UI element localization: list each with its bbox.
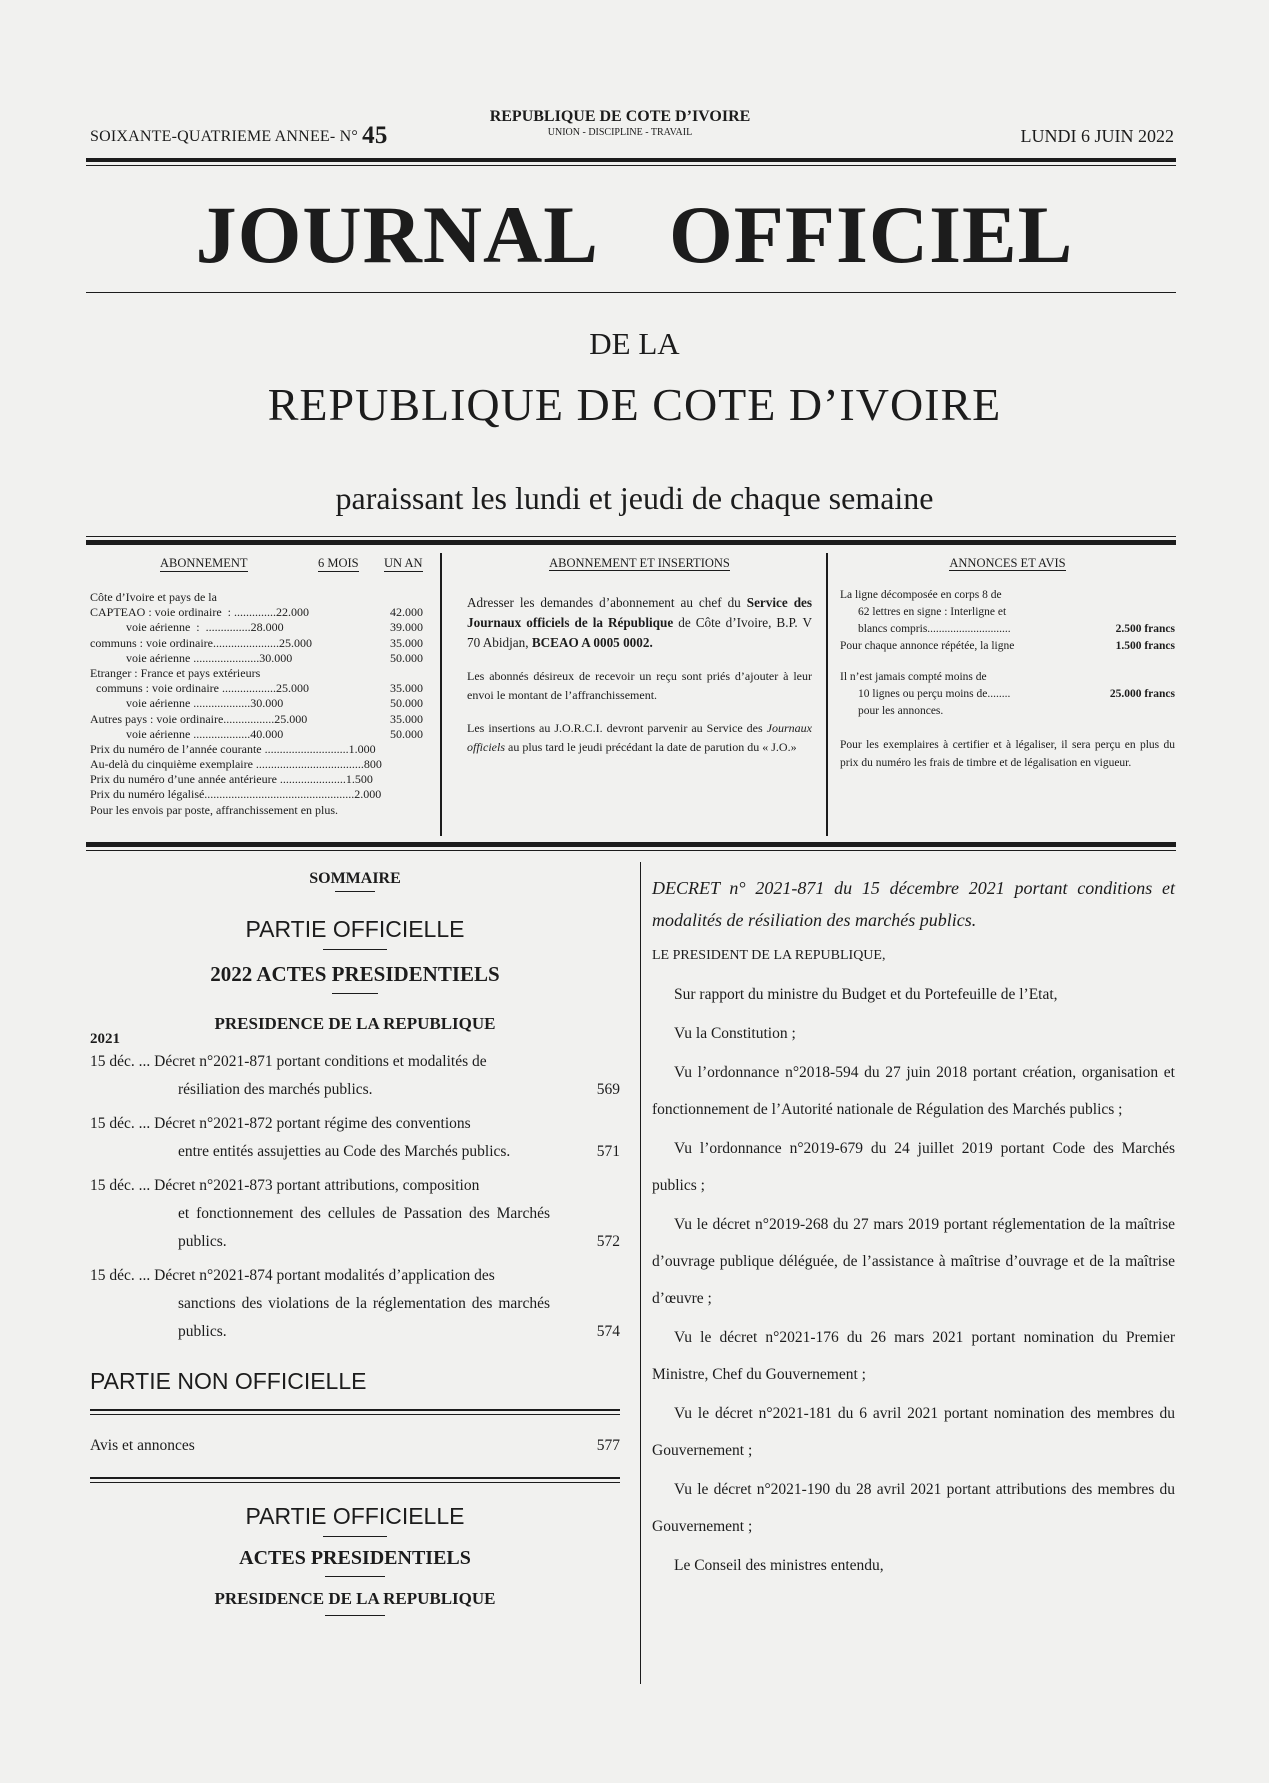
insertions-title: ABONNEMENT ET INSERTIONS <box>549 556 730 570</box>
abonnement-row-un-an: 35.000 <box>390 681 423 696</box>
abonnement-row-label: CAPTEAO : voie ordinaire : ..............22.000 <box>90 605 309 620</box>
info-rule-thick <box>86 540 1176 545</box>
abonnement-row <box>90 803 435 818</box>
presidence-heading: PRESIDENCE DE LA REPUBLIQUE <box>214 1014 496 1033</box>
abonnement-row <box>90 787 435 802</box>
insertions-address-line3: de Côte d’Ivoire, B.P. V 70 Abidjan, <box>467 615 812 650</box>
abonnement-row <box>90 772 435 787</box>
issue-number-line <box>90 122 388 150</box>
toc-entry[interactable] <box>90 1048 620 1104</box>
annonces-line4 <box>840 638 1175 655</box>
abonnement-row-un-an: 50.000 <box>390 650 423 665</box>
insertions-deadline-b: au plus tard le jeudi précédant la date de parution du « J.O.» <box>508 740 797 754</box>
annonces-line6 <box>840 686 1175 703</box>
annonces-price-2: 1.500 francs <box>1115 640 1175 652</box>
toc-avis-entry[interactable] <box>90 1437 620 1459</box>
toc-entry[interactable] <box>90 1110 620 1166</box>
abonnement-row-un-an: 50.000 <box>390 696 423 711</box>
annonces-price-1: 2.500 francs <box>1115 623 1175 635</box>
annonces-line7: pour les annonces. <box>858 705 944 717</box>
header-rule-thick <box>86 158 1176 162</box>
annonces-legalisation: Pour les exemplaires à certifier et à légaliser, il sera perçu en plus du prix du numéro les frais de timbre et de légalisation en vigueur. <box>840 739 1175 769</box>
toc-entry-page: 572 <box>596 1233 620 1250</box>
abonnement-title: ABONNEMENT <box>160 556 248 570</box>
presidence-heading-2: PRESIDENCE DE LA REPUBLIQUE <box>214 1589 496 1608</box>
republic-motto: UNION - DISCIPLINE - TRAVAIL <box>547 127 693 138</box>
insertions-deadline-italic: Journaux officiels <box>467 721 812 754</box>
annonces-line4-text: Pour chaque annonce répétée, la ligne <box>840 640 1015 652</box>
toc-entry-continuation: et fonctionnement des cellules de Passation des Marchés publics. <box>178 1205 550 1250</box>
abonnement-row <box>90 620 435 635</box>
abonnement-row <box>90 681 435 696</box>
actes-heading-2: ACTES PRESIDENTIELS <box>239 1547 471 1569</box>
republic-title: REPUBLIQUE DE COTE D’IVOIRE <box>267 379 1002 430</box>
republic-name: REPUBLIQUE DE COTE D’IVOIRE <box>489 108 751 125</box>
abonnement-row-label: voie aérienne ...................30.000 <box>90 696 284 711</box>
abonnement-row-un-an: 35.000 <box>390 711 423 726</box>
decret-president: LE PRESIDENT DE LA REPUBLIQUE, <box>652 948 886 963</box>
abonnement-row-un-an: 35.000 <box>390 635 423 650</box>
decret-body <box>652 976 1175 1584</box>
toc-entry[interactable] <box>90 1262 620 1346</box>
abonnement-row <box>90 666 435 681</box>
abonnement-row <box>90 757 435 772</box>
insertions-deadline-a: Les insertions au J.O.R.C.I. devront parvenir au Service des <box>467 721 763 735</box>
annonces-line2: 62 lettres en signe : Interligne et <box>858 606 1007 618</box>
abonnement-row-label: Prix du numéro légalisé..................................................2.000 <box>90 787 382 802</box>
abonnement-row <box>90 590 435 605</box>
abonnement-table <box>90 590 435 818</box>
abonnement-row-label: Autres pays : voie ordinaire.................25.000 <box>90 711 308 726</box>
decret-column <box>652 872 1175 1586</box>
abonnement-row-label: communs : voie ordinaire......................25.000 <box>90 635 312 650</box>
decret-paragraph: Vu le décret n°2019-268 du 27 mars 2019 portant réglementation de la maîtrise d’ouvrage publique déléguée, de l’assistance à maîtrise d’ouvrage et de la maîtrise d’œuvre ; <box>652 1216 1175 1307</box>
toc-entry-lead: 15 déc. ... Décret n°2021-874 portant modalités d’application des <box>90 1267 495 1284</box>
abonnement-row <box>90 636 435 651</box>
actes-heading: 2022 ACTES PRESIDENTIELS <box>210 962 500 986</box>
insertions-address <box>467 593 812 653</box>
abonnement-row-label: voie aérienne ...................40.000 <box>90 726 284 741</box>
sommaire-rule-thin <box>86 850 1176 851</box>
annonces-title: ANNONCES ET AVIS <box>949 556 1066 570</box>
abonnement-row-label: communs : voie ordinaire ..................25.000 <box>90 681 309 696</box>
toc-list <box>90 1048 620 1346</box>
abonnement-row <box>90 651 435 666</box>
abonnement-row-label: Côte d’Ivoire et pays de la <box>90 590 217 604</box>
abonnement-row <box>90 605 435 620</box>
annonces-line5: Il n’est jamais compté moins de <box>840 671 987 683</box>
abonnement-row <box>90 712 435 727</box>
abonnement-box <box>90 556 435 818</box>
insertions-receipt: Les abonnés désireux de recevoir un reçu sont priés d’ajouter à leur envoi le montant de l’affranchissement. <box>467 669 812 702</box>
masthead-rule-thin <box>86 292 1176 293</box>
journal-title <box>0 188 1269 282</box>
toc-entry-lead: 15 déc. ... Décret n°2021-871 portant conditions et modalités de <box>90 1053 487 1070</box>
abonnement-row-label: Pour les envois par poste, affranchissement en plus. <box>90 802 339 817</box>
abonnement-row-un-an: 42.000 <box>390 605 423 620</box>
insertions-address-line1: Adresser les demandes d’abonnement au chef du <box>467 595 741 610</box>
col-divider-2 <box>826 553 828 836</box>
journal-title-word2: OFFICIEL <box>668 189 1074 280</box>
toc-avis-page: 577 <box>596 1437 620 1454</box>
annonces-line3 <box>840 621 1175 638</box>
decret-paragraph: Vu l’ordonnance n°2018-594 du 27 juin 2018 portant création, organisation et fonctionnement de l’Autorité nationale de Régulation des Marchés publics ; <box>652 1064 1175 1118</box>
toc-entry[interactable] <box>90 1172 620 1256</box>
header-rule-thin <box>86 165 1176 166</box>
publication-frequency: paraissant les lundi et jeudi de chaque semaine <box>335 480 934 516</box>
decret-paragraph: Vu l’ordonnance n°2019-679 du 24 juillet 2019 portant Code des Marchés publics ; <box>652 1140 1175 1194</box>
decret-paragraph: Vu le décret n°2021-190 du 28 avril 2021 portant attributions des membres du Gouvernement ; <box>652 1481 1175 1535</box>
abonnement-row-label: voie aérienne ......................30.000 <box>90 650 293 665</box>
abonnement-row-un-an: 50.000 <box>390 726 423 741</box>
decret-paragraph: Sur rapport du ministre du Budget et du Portefeuille de l’Etat, <box>674 986 1058 1003</box>
toc-entry-lead: 15 déc. ... Décret n°2021-873 portant attributions, composition <box>90 1177 480 1194</box>
toc-entry-page: 571 <box>596 1143 620 1160</box>
decret-paragraph: Vu le décret n°2021-176 du 26 mars 2021 portant nomination du Premier Ministre, Chef du Gouvernement ; <box>652 1329 1175 1383</box>
toc-entry-page: 569 <box>596 1081 620 1098</box>
de-la: DE LA <box>589 326 680 361</box>
annonces-price-3: 25.000 francs <box>1109 688 1175 700</box>
journal-title-word1: JOURNAL <box>195 189 599 280</box>
sommaire-rule-thick <box>86 842 1176 847</box>
toc-entry-continuation: entre entités assujetties au Code des Marchés publics. <box>178 1143 511 1160</box>
issue-number: 45 <box>362 122 388 149</box>
republic-header <box>440 108 800 138</box>
body-column-divider <box>640 862 641 1684</box>
annonces-line1: La ligne décomposée en corps 8 de <box>840 589 1002 601</box>
abonnement-row-label: Au-delà du cinquième exemplaire ....................................800 <box>90 757 382 772</box>
annonces-line3-text: blancs compris............................. <box>858 623 1011 635</box>
annonces-box <box>840 556 1175 772</box>
abonnement-row-label: Etranger : France et pays extérieurs <box>90 665 261 680</box>
abonnement-row <box>90 727 435 742</box>
annonces-line6-text: 10 lignes ou perçu moins de........ <box>858 688 1011 700</box>
decret-paragraph: Vu le décret n°2021-181 du 6 avril 2021 portant nomination des membres du Gouvernement ; <box>652 1405 1175 1459</box>
sommaire-column <box>90 870 620 1616</box>
decret-paragraph: Le Conseil des ministres entendu, <box>674 1557 884 1574</box>
toc-avis-label: Avis et annonces <box>90 1437 195 1454</box>
partie-officielle-heading-2: PARTIE OFFICIELLE <box>245 1503 465 1529</box>
abonnement-row-label: Prix du numéro d’une année antérieure ......................1.500 <box>90 772 373 787</box>
annee-label: SOIXANTE-QUATRIEME ANNEE- N° <box>90 128 358 145</box>
sommaire-title: SOMMAIRE <box>309 870 401 887</box>
col-6-mois: 6 MOIS <box>318 556 359 570</box>
col-divider-1 <box>440 553 442 836</box>
abonnement-row <box>90 696 435 711</box>
abonnement-row <box>90 742 435 757</box>
abonnement-row-label: voie aérienne : ...............28.000 <box>90 620 284 635</box>
insertions-box <box>467 556 812 771</box>
toc-entry-lead: 15 déc. ... Décret n°2021-872 portant régime des conventions <box>90 1115 471 1132</box>
partie-non-officielle-heading: PARTIE NON OFFICIELLE <box>90 1368 367 1394</box>
info-rule-thin <box>86 536 1176 537</box>
toc-entry-continuation: sanctions des violations de la réglementation des marchés publics. <box>178 1295 550 1340</box>
toc-year: 2021 <box>90 1031 120 1047</box>
insertions-account: BCEAO A 0005 0002. <box>531 635 653 650</box>
decret-title: DECRET n° 2021-871 du 15 décembre 2021 portant conditions et modalités de résiliation des marchés publics. <box>652 878 1175 930</box>
insertions-service-name: Service des Journaux officiels de la République <box>467 595 813 630</box>
issue-date: LUNDI 6 JUIN 2022 <box>1020 126 1174 146</box>
abonnement-row-label: Prix du numéro de l’année courante ............................1.000 <box>90 741 376 756</box>
partie-officielle-heading: PARTIE OFFICIELLE <box>245 916 465 942</box>
col-un-an: UN AN <box>384 556 423 570</box>
insertions-deadline <box>467 719 812 757</box>
toc-entry-page: 574 <box>596 1323 620 1340</box>
decret-paragraph: Vu la Constitution ; <box>674 1025 796 1042</box>
abonnement-row-un-an: 39.000 <box>390 620 423 635</box>
toc-entry-continuation: résiliation des marchés publics. <box>178 1081 373 1098</box>
